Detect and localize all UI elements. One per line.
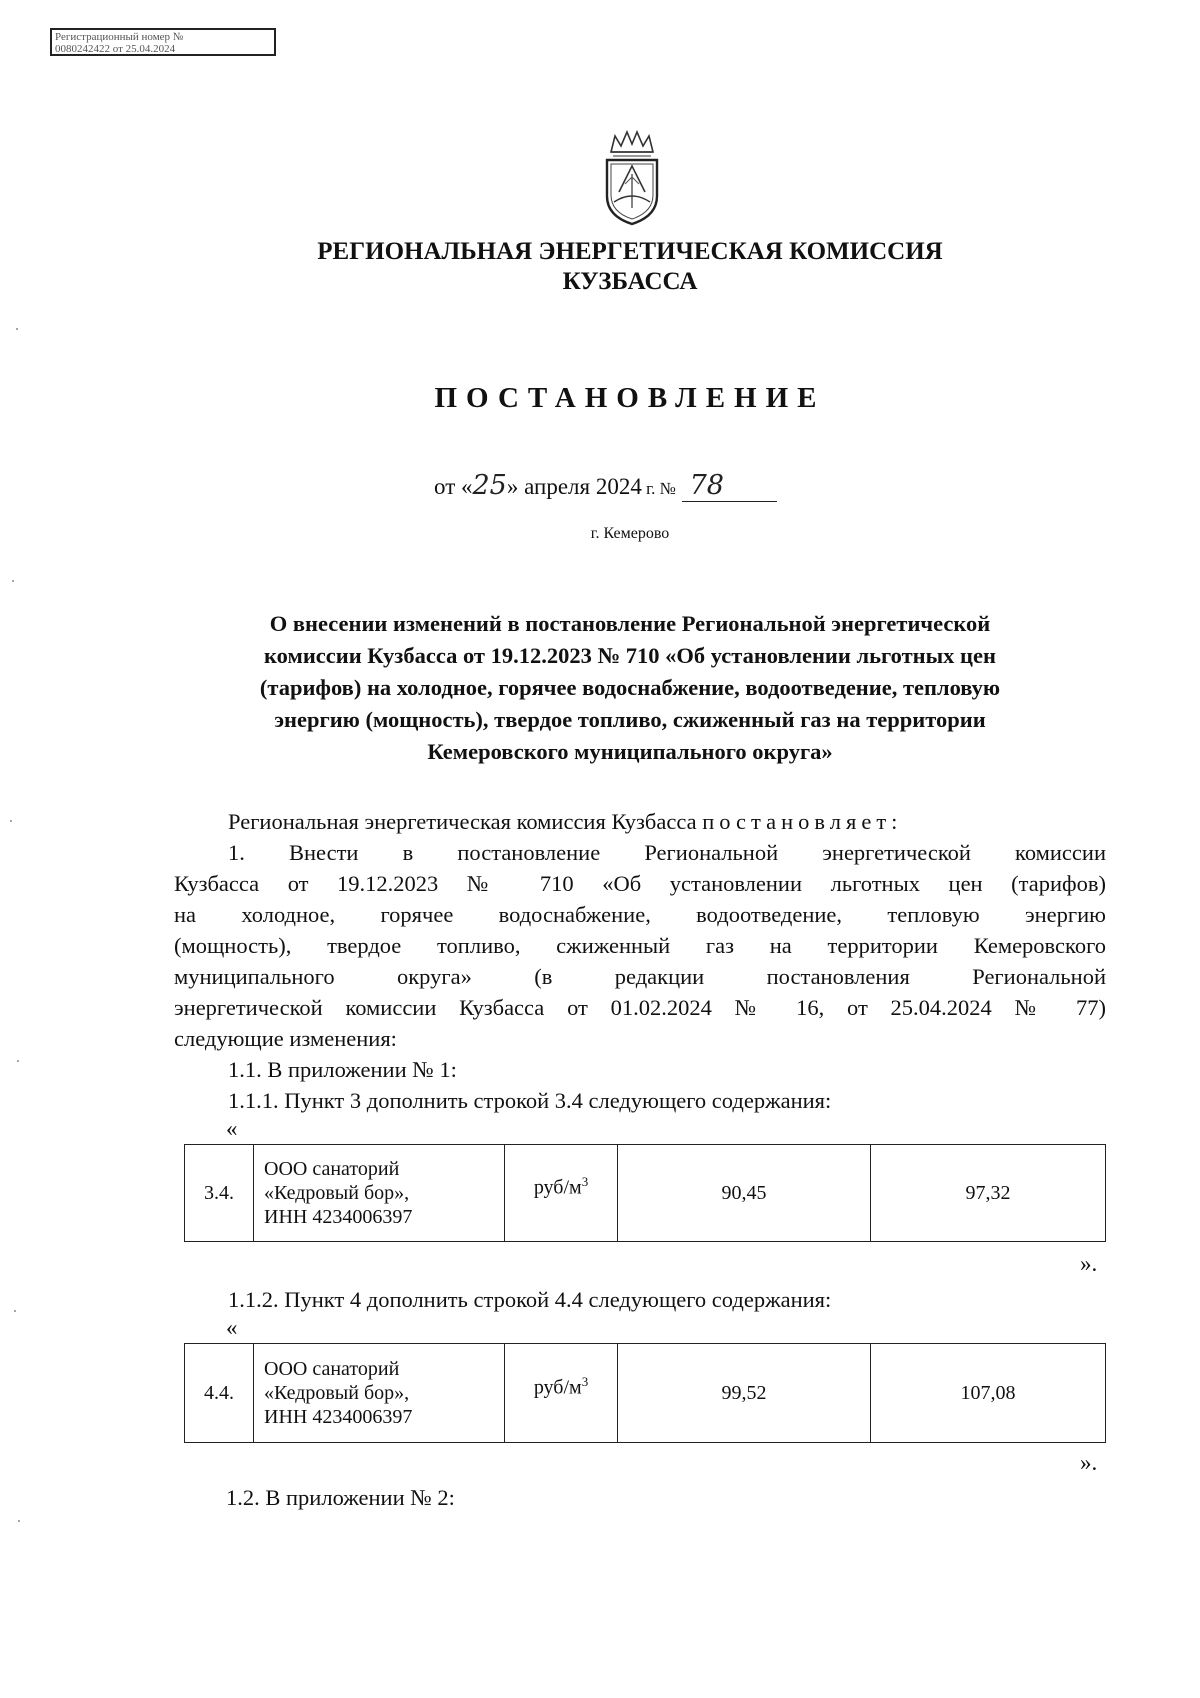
registration-stamp-line2: 0080242422 от 25.04.2024 (55, 43, 176, 55)
organization-name-line: ООО санаторий (264, 1158, 400, 1180)
intro-text: Региональная энергетическая комиссия Кузбасса (228, 809, 697, 834)
unit-cell (505, 1145, 618, 1242)
rates-table-row-3-4 (184, 1144, 1106, 1242)
date-day-handwritten: 25 (472, 470, 507, 501)
paragraph-1 (174, 837, 1106, 1054)
close-quote: ». (1080, 1251, 1098, 1276)
organization-inn: ИНН 4234006397 (264, 1206, 413, 1228)
organization-name-line: ООО санаторий (264, 1358, 400, 1380)
scan-speck (14, 1310, 16, 1312)
document-dateline (434, 470, 777, 502)
table-row (185, 1344, 1106, 1443)
paragraph-line: энергетической комиссии Кузбасса от 01.02.2024 № 16, от 25.04.2024 № 77) (174, 995, 1106, 1020)
subject-line: Кемеровского муниципального округа» (427, 739, 833, 764)
open-quote: « (226, 1315, 238, 1340)
intro-paragraph (228, 806, 902, 837)
paragraph-line: на холодное, горячее водоснабжение, водоотведение, тепловую энергию (174, 902, 1106, 927)
agency-name-line1: РЕГИОНАЛЬНАЯ ЭНЕРГЕТИЧЕСКАЯ КОМИССИЯ (317, 238, 943, 265)
subject-line: О внесении изменений в постановление Региональной энергетической (269, 611, 991, 636)
close-quote: ». (1080, 1450, 1098, 1475)
document-number-handwritten: 78 (689, 470, 724, 501)
organization-inn: ИНН 4234006397 (264, 1406, 413, 1428)
unit-exponent: 3 (581, 1373, 589, 1389)
subject-line: комиссии Кузбасса от 19.12.2023 № 710 «Об установлении льготных цен (264, 643, 996, 668)
row-number-cell: 4.4. (185, 1344, 254, 1443)
unit-exponent: 3 (581, 1173, 589, 1189)
tariff-value-1-cell: 90,45 (618, 1145, 871, 1242)
paragraph-line: (мощность), твердое топливо, сжиженный газ на территории Кемеровского (174, 933, 1106, 958)
organization-cell (254, 1344, 505, 1443)
scan-speck (18, 1520, 20, 1522)
row-number-cell: 3.4. (185, 1145, 254, 1242)
tariff-value-2-cell: 107,08 (871, 1344, 1106, 1443)
date-month-year: » апреля 2024 (506, 474, 642, 499)
unit-cell (505, 1344, 618, 1443)
date-prefix: от « (434, 474, 473, 499)
scan-speck (16, 328, 18, 330)
document-type-title: ПОСТАНОВЛЕНИЕ (434, 382, 826, 414)
tariff-value-1-cell: 99,52 (618, 1344, 871, 1443)
tariff-value-2-cell: 97,32 (871, 1145, 1106, 1242)
registration-stamp (50, 28, 276, 56)
document-subject (175, 608, 1085, 768)
registration-stamp-line1: Регистрационный номер № (55, 31, 184, 43)
open-quote: « (226, 1116, 238, 1141)
document-city: г. Кемерово (590, 525, 670, 542)
paragraph-line: 1. Внести в постановление Региональной энергетической комиссии (228, 840, 1106, 865)
scan-speck (10, 820, 12, 822)
kuzbass-coat-of-arms-icon (601, 130, 663, 226)
intro-resolves: постановляет: (702, 809, 903, 834)
agency-name-line2: КУЗБАССА (562, 268, 698, 295)
organization-cell (254, 1145, 505, 1242)
paragraph-line: следующие изменения: (174, 1026, 397, 1051)
paragraph-line: Кузбасса от 19.12.2023 № 710 «Об установлении льготных цен (тарифов) (174, 871, 1106, 896)
organization-name-line: «Кедровый бор», (264, 1182, 410, 1204)
paragraph-1-1: 1.1. В приложении № 1: (228, 1057, 457, 1082)
paragraph-1-1-2: 1.1.2. Пункт 4 дополнить строкой 4.4 следующего содержания: (228, 1287, 832, 1312)
table-row (185, 1145, 1106, 1242)
unit-label: руб/м (533, 1376, 582, 1399)
rates-table-row-4-4 (184, 1343, 1106, 1443)
scan-speck (17, 1060, 19, 1062)
subject-line: энергию (мощность), твердое топливо, сжиженный газ на территории (274, 707, 986, 732)
organization-name-line: «Кедровый бор», (264, 1382, 410, 1404)
scan-speck (12, 580, 14, 582)
subject-line: (тарифов) на холодное, горячее водоснабжение, водоотведение, тепловую (259, 675, 1001, 700)
paragraph-1-2: 1.2. В приложении № 2: (226, 1485, 455, 1510)
paragraph-line: муниципального округа» (в редакции постановления Региональной (174, 964, 1106, 989)
date-year-suffix: г. № (641, 479, 676, 498)
unit-label: руб/м (533, 1176, 582, 1199)
paragraph-1-1-1: 1.1.1. Пункт 3 дополнить строкой 3.4 следующего содержания: (228, 1088, 832, 1113)
